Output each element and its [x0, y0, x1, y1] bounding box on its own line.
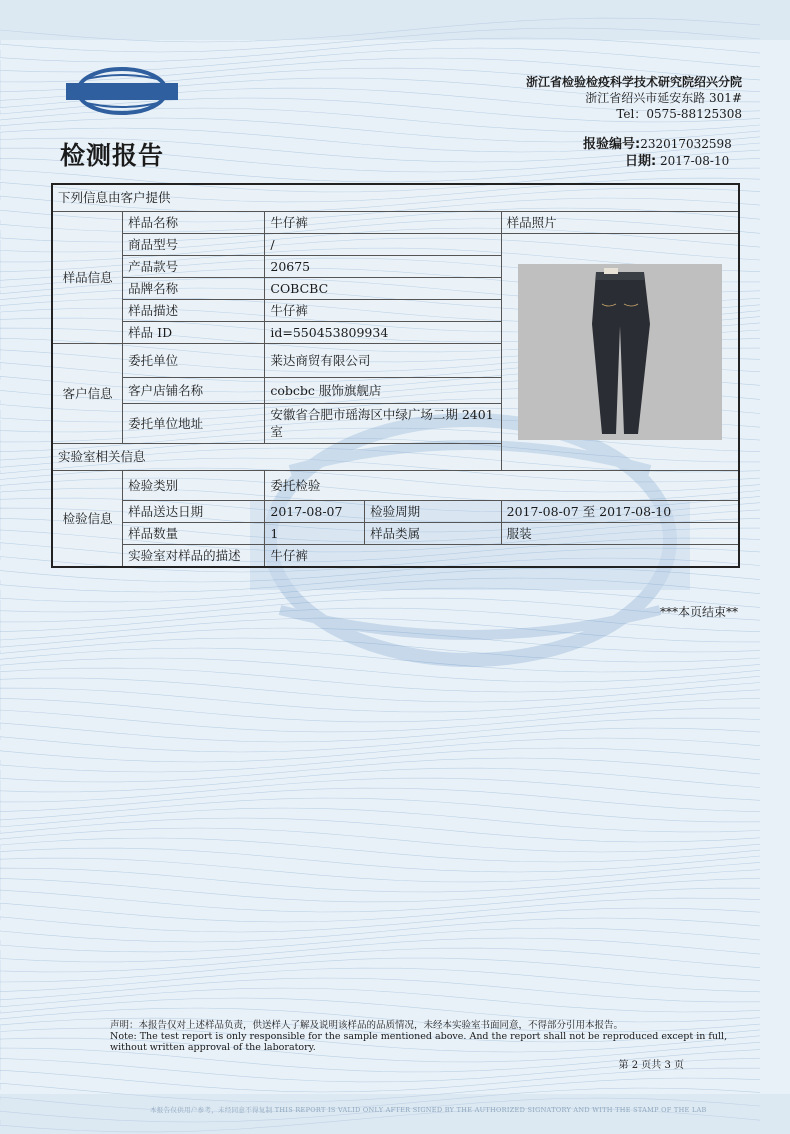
report-table: [51, 183, 740, 568]
client-row-value: 安徽省合肥市瑶海区中绿广场二期 2401 室: [265, 403, 501, 443]
client-row-value: 莱达商贸有限公司: [265, 343, 501, 377]
notice-chinese: 声明：本报告仅对上述样品负责，供送样人了解及说明该样品的品质情况，未经本实验室书面同意，不得部分引用本报告。: [110, 1020, 624, 1031]
photo-label: 样品照片: [501, 211, 739, 233]
report-title: 检测报告: [60, 141, 165, 170]
page-number: 第 2 页共 3 页: [618, 1060, 684, 1071]
sample-row-label: 品牌名称: [123, 277, 265, 299]
sample-photo-cell: [501, 233, 739, 470]
notice-english: Note: The test report is only responsible for the sample mentioned above. And the report shall not be reproduced except in full, without written approval of the laboratory.: [110, 1031, 728, 1053]
report-no: 232017032598: [640, 137, 732, 151]
inspection-type-value: 委托检验: [265, 470, 739, 500]
report-date: 2017-08-10: [660, 154, 730, 168]
page-end-mark: ***本页结束**: [659, 605, 738, 619]
arrival-date-value: 2017-08-07: [265, 500, 365, 522]
period-value: 2017-08-07 至 2017-08-10: [501, 500, 739, 522]
sample-row-value: COBCBC: [265, 277, 501, 299]
client-row-label: 委托单位: [123, 343, 265, 377]
client-group-label: 客户信息: [52, 343, 123, 443]
lab-desc-label: 实验室对样品的描述: [123, 544, 265, 567]
sample-row-value: /: [265, 233, 501, 255]
sample-row-value: 牛仔裤: [265, 211, 501, 233]
category-value: 服装: [501, 522, 739, 544]
arrival-date-label: 样品送达日期: [123, 500, 265, 522]
institution-address: 浙江省绍兴市延安东路 301#: [585, 91, 742, 105]
sample-row-label: 商品型号: [123, 233, 265, 255]
report-meta: [583, 136, 732, 170]
sample-row-label: 样品 ID: [123, 321, 265, 343]
period-label: 检验周期: [365, 500, 501, 522]
sample-row-value: 20675: [265, 255, 501, 277]
institution-name: 浙江省检验检疫科学技术研究院绍兴分院: [525, 75, 742, 89]
lab-section-heading: 实验室相关信息: [52, 443, 739, 470]
inspection-type-label: 检验类别: [123, 470, 265, 500]
date-label: 日期:: [625, 154, 657, 169]
institution-info: [526, 74, 742, 122]
sample-row-label: 产品款号: [123, 255, 265, 277]
client-row-label: 客户店铺名称: [123, 377, 265, 403]
client-row-label: 委托单位地址: [123, 403, 265, 443]
report-notice: [110, 1020, 730, 1053]
sample-row-label: 样品名称: [123, 211, 265, 233]
lab-desc-value: 牛仔裤: [265, 544, 739, 567]
report-no-label: 报验编号:: [583, 137, 641, 152]
customer-section-heading: 下列信息由客户提供: [52, 184, 739, 211]
category-label: 样品类属: [365, 522, 501, 544]
footer-text: 本报告仅供用户参考，未经同意不得复制 THIS REPORT IS VALID ONLY AFTER SIGNED BY THE AUTHORIZED SIGNATORY AND WITH THE STAMP OF THE LAB: [150, 1106, 707, 1114]
quantity-label: 样品数量: [123, 522, 265, 544]
sample-row-label: 样品描述: [123, 299, 265, 321]
quantity-value: 1: [265, 522, 365, 544]
zaiq-logo-icon: [62, 64, 182, 118]
sample-row-value: 牛仔裤: [265, 299, 501, 321]
sample-row-value: id=550453809934: [265, 321, 501, 343]
inspection-group-label: 检验信息: [52, 470, 123, 567]
jeans-photo-icon: [518, 264, 722, 440]
sample-group-label: 样品信息: [52, 211, 123, 343]
client-row-value: cobcbc 服饰旗舰店: [265, 377, 501, 403]
institution-tel: Tel：0575-88125308: [616, 107, 742, 121]
